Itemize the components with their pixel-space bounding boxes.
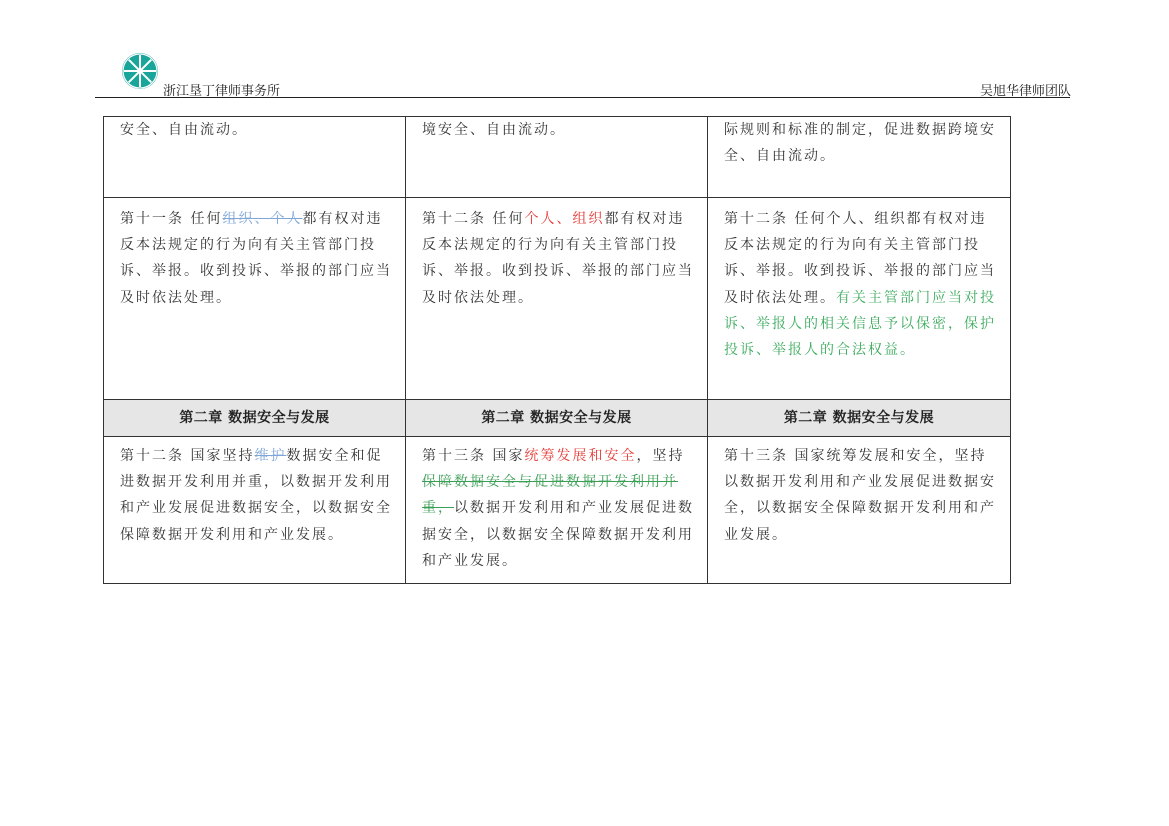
- table-cell: [708, 117, 1011, 198]
- cell-text: ，坚持: [636, 448, 685, 464]
- cell-text: 际规则和标准的制定，促进数据跨境安全、自由流动。: [724, 122, 996, 165]
- inserted-text: 有关主管部门应当对投诉、举报人的相关信息予以保密，保护投诉、举报人的合法权益。: [724, 289, 996, 359]
- cell-text: 第十二条 国家坚持: [120, 448, 255, 464]
- chapter-heading-row: [104, 400, 1011, 437]
- table-cell: [708, 437, 1011, 584]
- table-row: [104, 117, 1011, 198]
- lawyer-team-name: 吴旭华律师团队: [979, 84, 1071, 99]
- cell-text: 第十三条 国家: [422, 448, 525, 464]
- header-divider: [95, 97, 1070, 98]
- table-row: [104, 437, 1011, 584]
- table-row: [104, 198, 1011, 400]
- cell-text: 第十一条 任何: [120, 211, 223, 227]
- chapter-heading: 第二章 数据安全与发展: [406, 400, 708, 437]
- cell-text: 第十二条 任何个人、组织都有权对违反本法规定的行为向有关主管部门投诉、举报。收到投诉、举报的部门应当及时依法处理。: [724, 211, 996, 306]
- law-firm-name: 浙江垦丁律师事务所: [163, 84, 281, 99]
- comparison-table: [103, 116, 1011, 584]
- cell-text: 第十三条 国家统筹发展和安全，坚持以数据开发利用和产业发展促进数据安全，以数据安全保障数据开发利用和产业发展。: [724, 448, 996, 543]
- cell-text: 都有权对违反本法规定的行为向有关主管部门投诉、举报。收到投诉、举报的部门应当及时依法处理。: [120, 211, 392, 306]
- chapter-heading: 第二章 数据安全与发展: [104, 400, 406, 437]
- inserted-text: 统筹发展和安全: [524, 448, 637, 464]
- deleted-text: 保障数据安全与促进数据开发利用并重，: [422, 474, 678, 517]
- table-cell: [406, 437, 708, 584]
- cell-text: 都有权对违反本法规定的行为向有关主管部门投诉、举报。收到投诉、举报的部门应当及时依法处理。: [422, 211, 694, 306]
- deleted-text: 维护: [254, 448, 287, 464]
- table-cell: [104, 117, 406, 198]
- cell-text: 数据安全和促进数据开发利用并重，以数据开发利用和产业发展促进数据安全，以数据安全保障数据开发利用和产业发展。: [120, 448, 392, 543]
- inserted-text: 个人、组织: [524, 211, 605, 227]
- table-cell: [708, 198, 1011, 400]
- cell-text: 境安全、自由流动。: [422, 122, 566, 138]
- cell-text: 安全、自由流动。: [120, 122, 248, 138]
- table-cell: [406, 117, 708, 198]
- deleted-text: 组织、个人: [222, 211, 303, 227]
- table-cell: [104, 437, 406, 584]
- chapter-heading: 第二章 数据安全与发展: [708, 400, 1011, 437]
- cell-text: 第十二条 任何: [422, 211, 525, 227]
- table-cell: [104, 198, 406, 400]
- cell-text: 以数据开发利用和产业发展促进数据安全，以数据安全保障数据开发利用和产业发展。: [422, 500, 694, 569]
- table-cell: [406, 198, 708, 400]
- kending-logo-icon: [121, 52, 159, 90]
